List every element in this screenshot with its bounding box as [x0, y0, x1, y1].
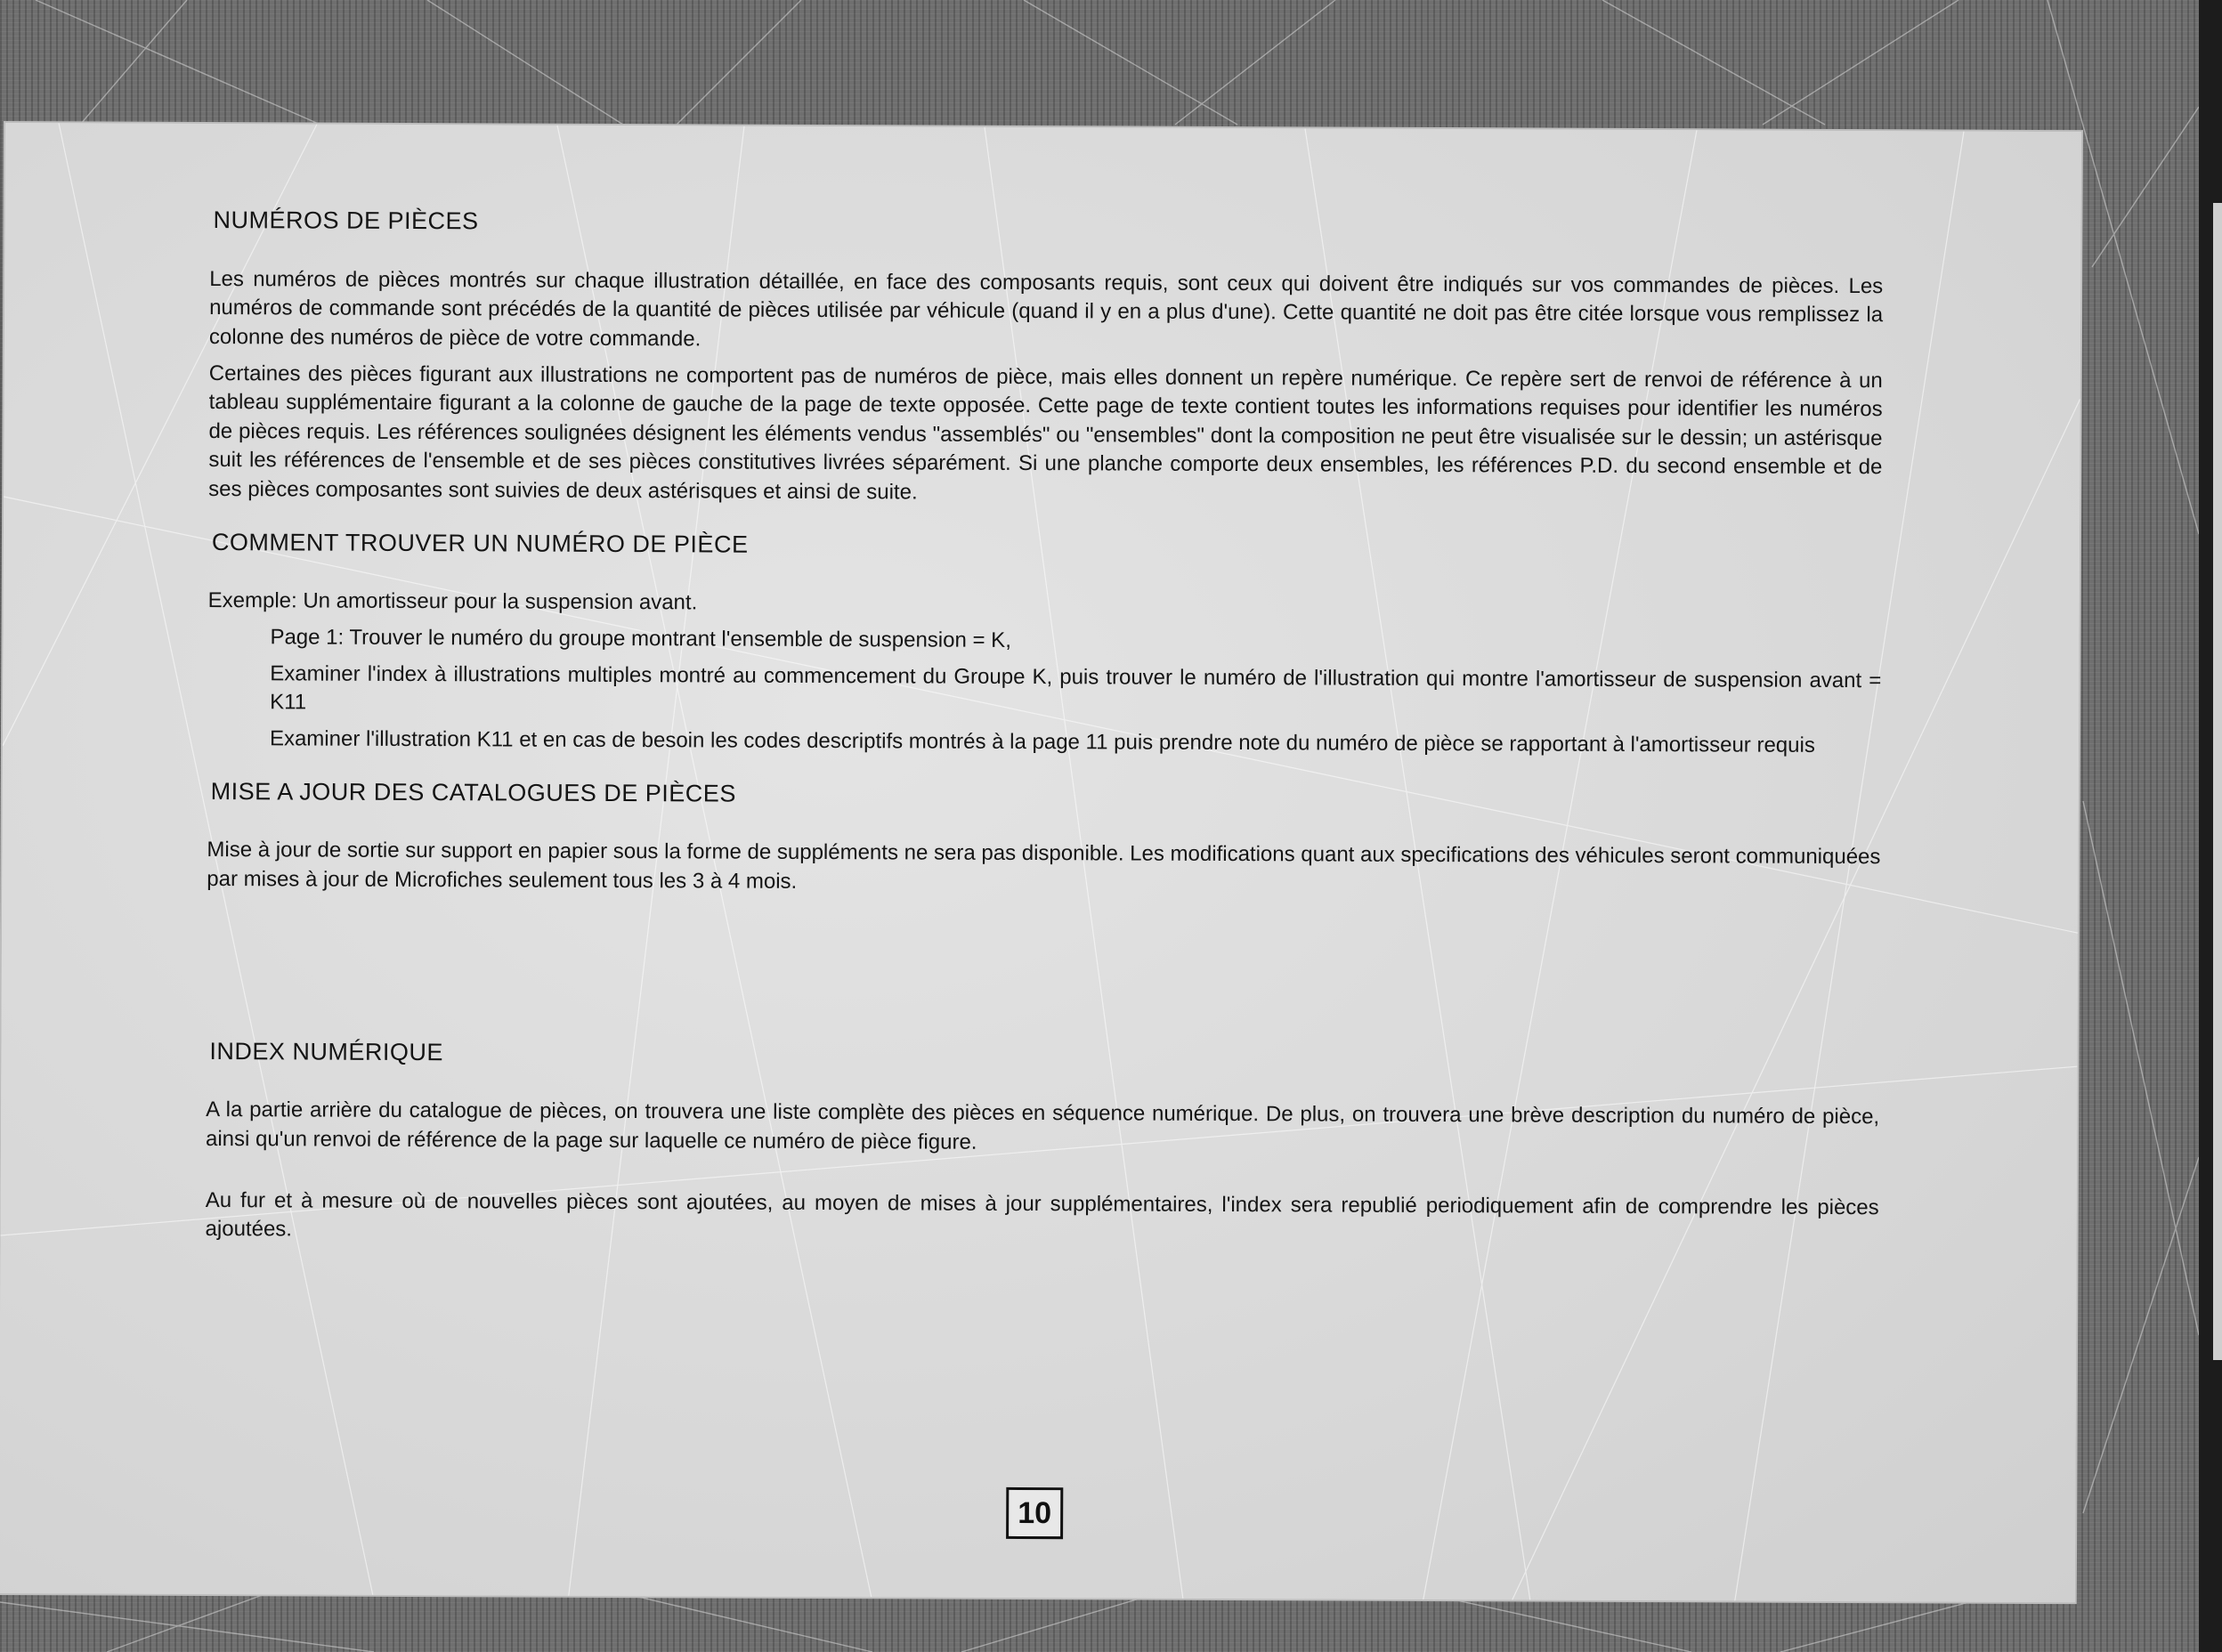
section-numeric-index	[206, 1035, 1880, 1251]
section-heading: INDEX NUMÉRIQUE	[209, 1037, 444, 1065]
section-heading: NUMÉROS DE PIÈCES	[213, 206, 479, 235]
section-how-to-find	[207, 526, 1882, 761]
page-number: 10	[1006, 1487, 1063, 1539]
paragraph: Les numéros de pièces montrés sur chaque illustration détaillée, en face des composants requis, sont ceux qui doivent être indiqués sur vos commandes de pièces. Les numéros de commande sont précédés de la quantité de pièces utilisée par véhicule (quand il y en a plus d'une). Cette quantité ne doit pas être citée lorsque vous remplissez la colonne des numéros de pièce de votre commande.	[208, 266, 1884, 352]
paragraph: Au fur et à mesure où de nouvelles pièces sont ajoutées, au moyen de mises à jour supplémentaires, l'index sera republié periodiquement afin de comprendre les pièces ajoutées.	[205, 1187, 1879, 1242]
document-page	[0, 123, 2081, 1602]
adjacent-page-sliver	[2213, 203, 2222, 1360]
section-heading: MISE A JOUR DES CATALOGUES DE PIÈCES	[210, 777, 736, 807]
step-item: Examiner l'illustration K11 et en cas de besoin les codes descriptifs montrés à la page 11 puis prendre note du numéro de pièce se rapportant à l'amortisseur requis	[269, 726, 1815, 757]
section-part-numbers	[208, 204, 1883, 512]
paragraph: Certaines des pièces figurant aux illustrations ne comportent pas de numéros de pièce, mais elles donnent un repère numérique. Ce repère sert de renvoi de référence à un tableau supplémentaire figurant a la colonne de gauche de la page de texte opposée. Cette page de texte contient toutes les informations requises pour identifier les numéros de pièces requis. Les références soulignées désignent les éléments vendus "assemblés" ou "ensembles" dont la composition ne peut être visualisée sur le dessin; un astérisque suit les références de l'ensemble et de ses pièces constitutives livrées séparément. Si une planche comporte deux ensembles, les références P.D. du second ensemble et de ses pièces composantes sont suivies de deux astérisques et ainsi de suite.	[208, 360, 1883, 505]
paragraph: Mise à jour de sortie sur support en papier sous la forme de suppléments ne sera pas disponible. Les modifications quant aux specifications des véhicules seront communiquées par mises à jour de Microfiches seulement tous les 3 à 4 mois.	[207, 838, 1881, 894]
example-line: Exemple: Un amortisseur pour la suspension avant.	[207, 588, 698, 615]
section-catalogue-updates	[207, 775, 1881, 902]
document-content	[205, 204, 1883, 1259]
step-item: Page 1: Trouver le numéro du groupe montrant l'ensemble de suspension = K,	[270, 625, 1011, 652]
step-item: Examiner l'index à illustrations multiples montré au commencement du Groupe K, puis trouver le numéro de l'illustration qui montre l'amortisseur de suspension avant = K11	[270, 660, 1882, 715]
paragraph: A la partie arrière du catalogue de pièces, on trouvera une liste complète des pièces en séquence numérique. De plus, on trouvera une brève description du numéro de pièce, ainsi qu'un renvoi de référence de la page sur laquelle ce numéro de pièce figure.	[205, 1097, 1880, 1154]
section-heading: COMMENT TROUVER UN NUMÉRO DE PIÈCE	[211, 528, 749, 558]
